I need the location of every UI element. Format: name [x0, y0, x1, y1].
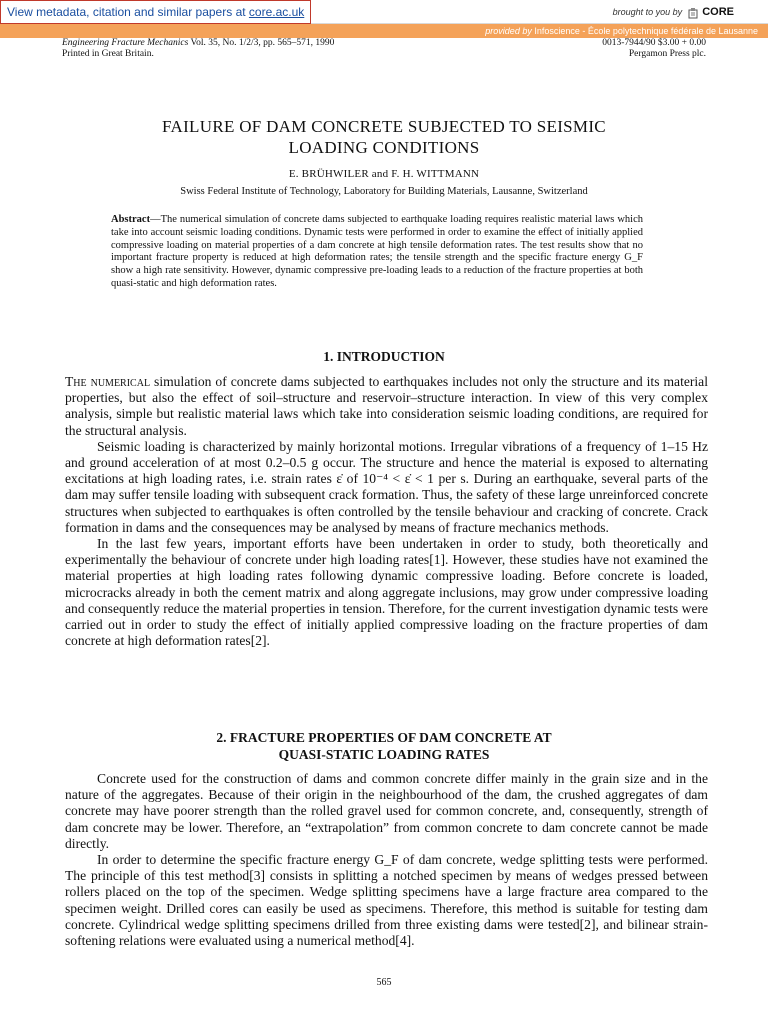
core-banner: [0, 0, 768, 24]
page-number: 565: [376, 977, 392, 988]
abstract: [111, 214, 643, 291]
journal-header-left: [62, 38, 334, 60]
paper-authors: E. BRÜHWILER and F. H. WITTMANN: [288, 168, 480, 180]
section-2-paragraph-1: Concrete used for the construction of dams and common concrete differ mainly in the grain size and in the nature of the aggregates. Because of their origin in the neighbourhood of the dam, the crushed aggregates of dam concrete may have poorer strength than the rolled gravel used for common concrete, and, consequently, strength of dam concrete may be lower. Therefore, an “extrapolation” from common concrete to dam concrete cannot be made directly.: [65, 771, 708, 851]
journal-name: Engineering Fracture Mechanics: [62, 38, 189, 48]
title-line-1: FAILURE OF DAM CONCRETE SUBJECTED TO SEISMIC: [162, 117, 606, 136]
section-1-paragraph-1: [65, 374, 708, 439]
core-brand: CORE: [702, 6, 734, 18]
section-1-heading: 1. INTRODUCTION: [323, 349, 445, 364]
journal-header-right: [602, 38, 706, 60]
section-2-heading-line-2: QUASI-STATIC LOADING RATES: [278, 747, 490, 762]
publisher: Pergamon Press plc.: [628, 49, 706, 59]
provided-by-label: provided by: [485, 26, 532, 36]
section-2-heading: [0, 729, 768, 763]
core-link-url: core.ac.uk: [248, 5, 305, 19]
core-metadata-link[interactable]: [0, 0, 311, 24]
section-1-body: [65, 374, 708, 649]
paragraph-text: simulation of concrete dams subjected to earthquakes includes not only the structure and its material properties, but also the effect of soil–structure and reservoir–structure interaction. In view of this very complex analysis, simple but realistic material laws which take into consideration seismic loading conditions, are required for the structural analysis.: [65, 374, 708, 438]
section-2-paragraph-2: In order to determine the specific fracture energy G_F of dam concrete, wedge splitting tests were performed. The principle of this test method[3] consists in splitting a notched specimen by means of wedges pressed between rollers placed on the top of the specimen. Wedge splitting specimens have a large fracture area compared to the specimen weight. Drilled cores can easily be used as specimens. Therefore, this method is suitable for testing dam concrete. Cylindrical wedge splitting specimens drilled from three existing dams were tested[2], and bilinear strain-softening relations were evaluated using a numerical method[4].: [65, 852, 708, 949]
core-link-prefix: View metadata, citation and similar papers at: [7, 5, 246, 19]
brought-by-text: brought to you by: [612, 7, 683, 17]
journal-volume: Vol. 35, No. 1/2/3, pp. 565–571, 1990: [190, 38, 335, 48]
section-2-body: [65, 771, 708, 949]
provider-name: Infoscience - École polytechnique fédérale de Lausanne: [534, 26, 758, 36]
section-1-paragraph-3: In the last few years, important efforts have been undertaken in order to study, both theoretically and experimentally the behaviour of concrete under high loading rates[1]. However, these studies have not examined the material properties at high loading rates following dynamic compressive loading. Before concrete is loaded, microcracks already in both the cement matrix and along aggregate inclusions, may grow under compressive loading and consequently reduce the material properties in tension. Therefore, for the current investigation dynamic tests were carried out in order to study the effect of initially applied compressive loading on the fracture properties of dam concrete at high deformation rates[2].: [65, 536, 708, 649]
lead-in: The numerical: [65, 374, 151, 389]
core-logo-icon: [688, 7, 698, 19]
paper-title: [0, 116, 768, 158]
abstract-text: —The numerical simulation of concrete dams subjected to earthquake loading requires realistic material laws which take into account seismic loading conditions. Dynamic tests were performed in order to examine the effect of initially applied compressive loading on material properties of a dam concrete at high tensile deformation rates. The test results show that no important fracture property is reduced at high deformation rates; the tensile strength and the specific fracture energy G_F show a high rate sensitivity. However, dynamic compressive pre-loading leads to a reduction of the fracture properties at both quasi-static and high deformation rates.: [111, 214, 643, 289]
issn-price: 0013-7944/90 $3.00 + 0.00: [602, 38, 706, 48]
core-brought-by[interactable]: [613, 0, 734, 24]
printed-in: Printed in Great Britain.: [62, 49, 154, 59]
section-1-paragraph-2: Seismic loading is characterized by mainly horizontal motions. Irregular vibrations of a frequency of 1–15 Hz and ground acceleration of at most 0.2–0.5 g occur. The structure and hence the material is exposed to alternating excitations at high loading rates, i.e. strain rates ε̇ of 10⁻⁴ < ε̇ < 1 per s. During an earthquake, several parts of the dam may suffer tensile loading with subsequent crack formation. Thus, the safety of these large unreinforced concrete structures when subjected to earthquakes is often controlled by the tensile behaviour and cracking of concrete. Crack formation in dams and the consequences may be analysed by means of fracture mechanics methods.: [65, 438, 708, 535]
section-2-heading-line-1: 2. FRACTURE PROPERTIES OF DAM CONCRETE AT: [216, 730, 552, 745]
provider-bar[interactable]: [0, 24, 768, 38]
title-line-2: LOADING CONDITIONS: [288, 138, 480, 157]
paper-affiliation: Swiss Federal Institute of Technology, Laboratory for Building Materials, Lausanne, Switzerland: [180, 186, 588, 197]
abstract-label: Abstract: [111, 214, 151, 225]
